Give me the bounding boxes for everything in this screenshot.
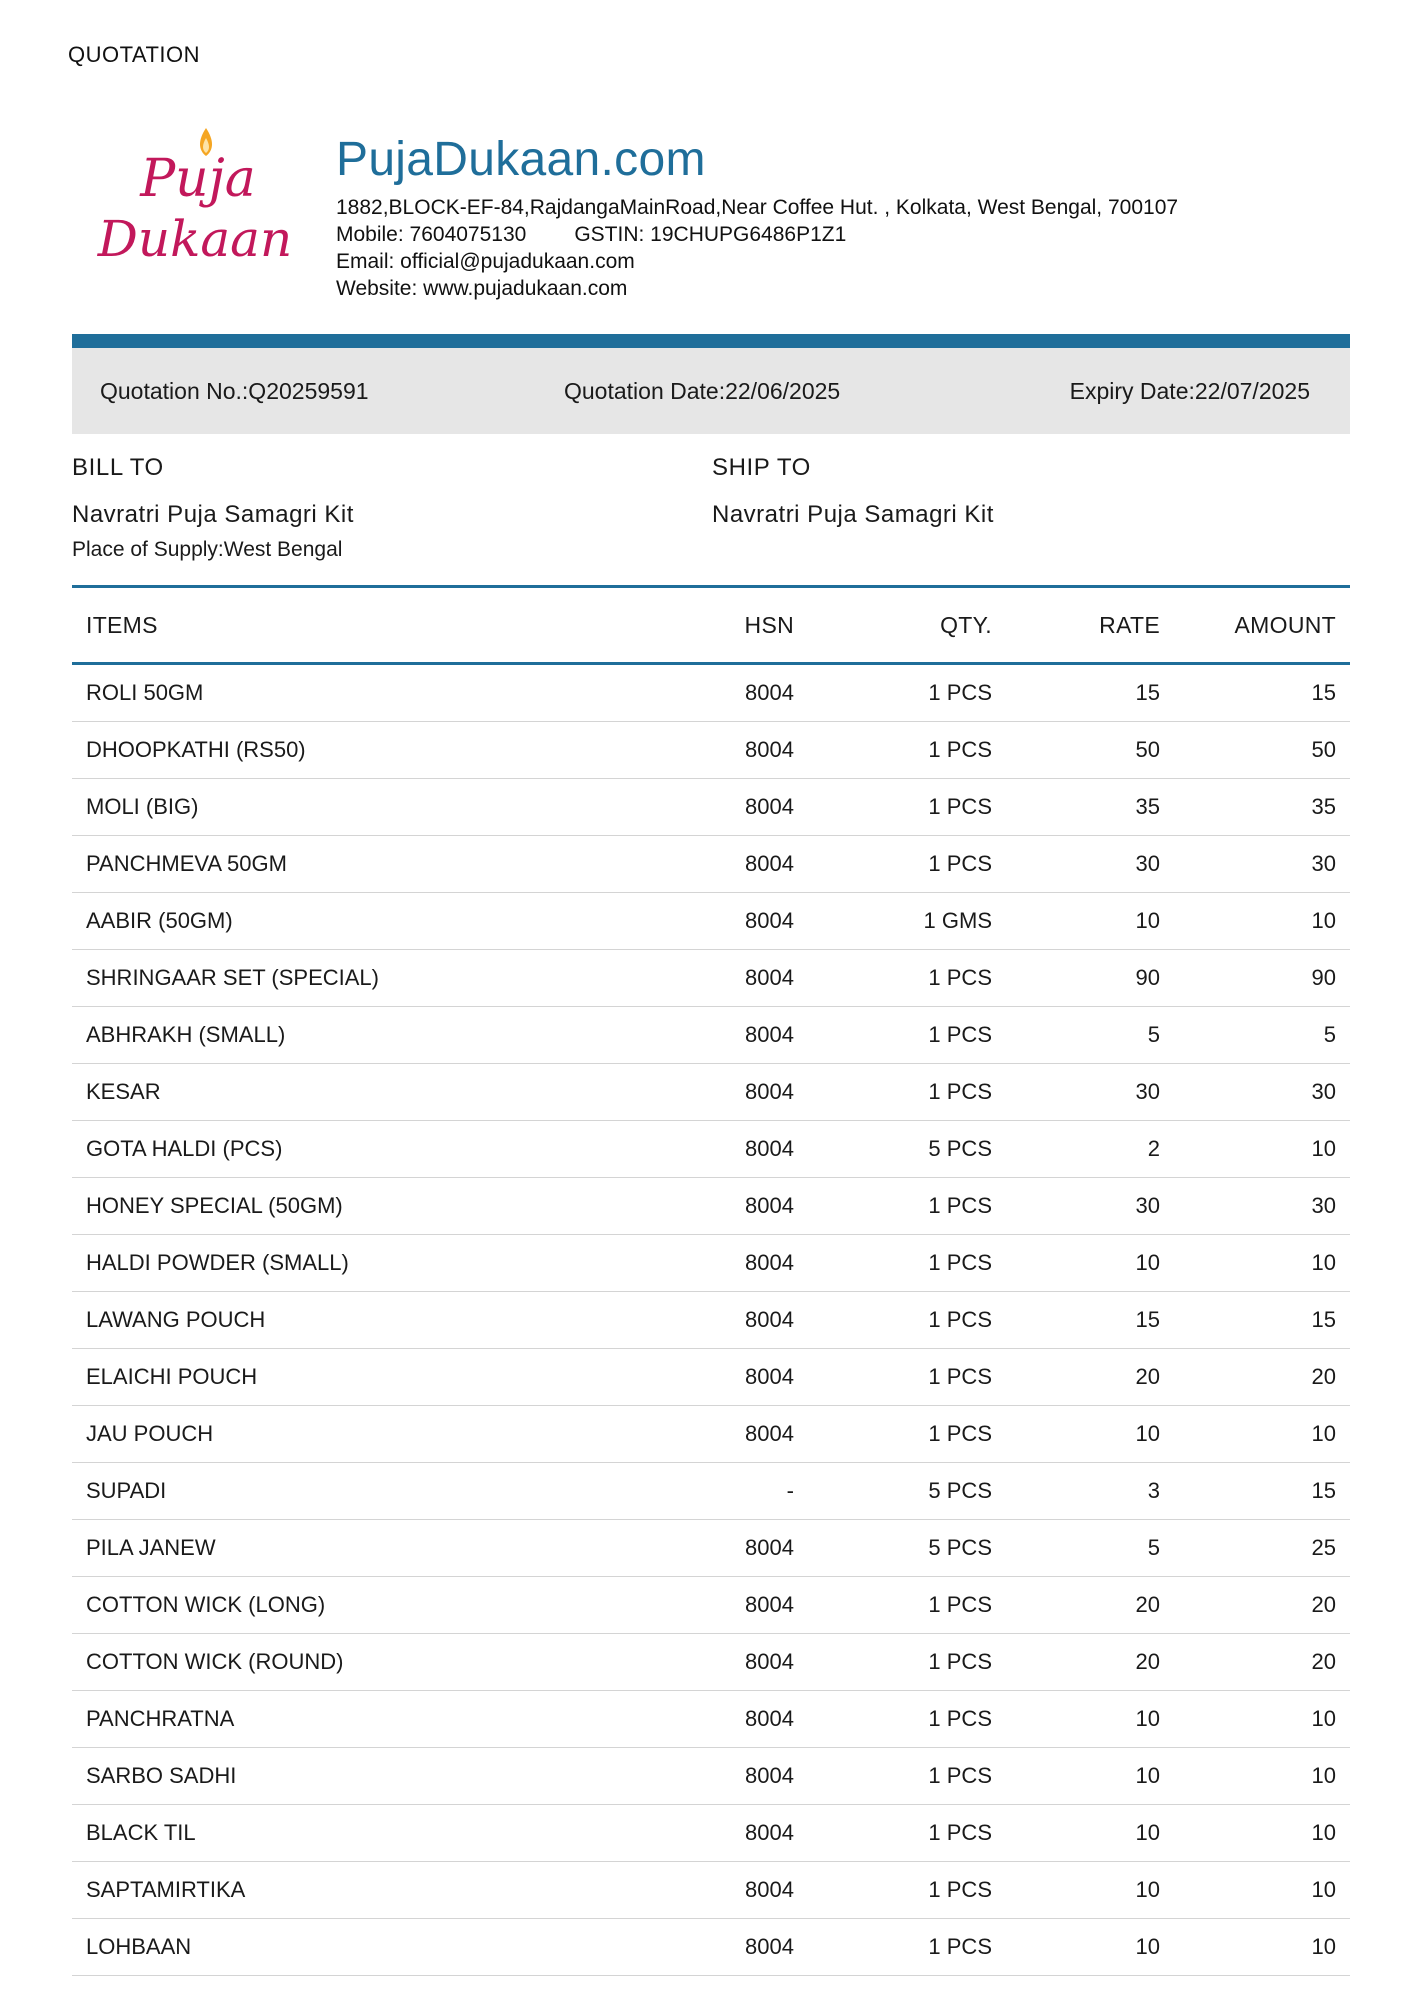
item-rate-cell: 2	[1006, 1121, 1174, 1178]
item-qty-cell: 1 PCS	[808, 1805, 1006, 1862]
item-hsn-cell: 8004	[660, 1406, 808, 1463]
item-name-cell: PANCHMEVA 50GM	[72, 836, 660, 893]
company-gstin: GSTIN: 19CHUPG6486P1Z1	[574, 223, 847, 246]
company-logo	[90, 118, 300, 268]
item-name-cell: JAU POUCH	[72, 1406, 660, 1463]
item-amount-cell: 25	[1174, 1520, 1350, 1577]
column-header-qty: QTY.	[808, 587, 1006, 664]
table-row	[72, 1178, 1350, 1235]
item-hsn-cell: 8004	[660, 1520, 808, 1577]
item-qty-cell: 1 PCS	[808, 1748, 1006, 1805]
logo-line-1: Puja	[140, 149, 256, 209]
item-qty-cell: 1 PCS	[808, 779, 1006, 836]
item-rate-cell: 5	[1006, 1520, 1174, 1577]
quotation-meta-band	[72, 348, 1350, 434]
company-mobile: Mobile: 7604075130	[336, 223, 527, 246]
ship-to-section	[712, 454, 1312, 536]
quotation-date: Quotation Date:22/06/2025	[564, 378, 841, 404]
table-row	[72, 1634, 1350, 1691]
table-row	[72, 1919, 1350, 1976]
item-amount-cell: 35	[1174, 779, 1350, 836]
table-row	[72, 1064, 1350, 1121]
table-row	[72, 893, 1350, 950]
item-qty-cell: 5 PCS	[808, 1121, 1006, 1178]
item-amount-cell: 10	[1174, 1919, 1350, 1976]
item-hsn-cell: 8004	[660, 1577, 808, 1634]
item-qty-cell: 5 PCS	[808, 1520, 1006, 1577]
table-row	[72, 1691, 1350, 1748]
item-qty-cell: 1 PCS	[808, 1178, 1006, 1235]
item-qty-cell: 1 PCS	[808, 664, 1006, 722]
item-hsn-cell: 8004	[660, 893, 808, 950]
item-name-cell: ABHRAKH (SMALL)	[72, 1007, 660, 1064]
item-rate-cell: 10	[1006, 1406, 1174, 1463]
table-row	[72, 1007, 1350, 1064]
table-row	[72, 1748, 1350, 1805]
bill-to-heading: BILL TO	[72, 454, 164, 481]
item-name-cell: HALDI POWDER (SMALL)	[72, 1235, 660, 1292]
item-qty-cell: 1 PCS	[808, 1634, 1006, 1691]
item-qty-cell: 1 PCS	[808, 1691, 1006, 1748]
item-hsn-cell: 8004	[660, 1007, 808, 1064]
item-name-cell: GOTA HALDI (PCS)	[72, 1121, 660, 1178]
item-amount-cell: 30	[1174, 1064, 1350, 1121]
item-qty-cell: 1 PCS	[808, 1292, 1006, 1349]
quotation-number: Quotation No.:Q20259591	[100, 378, 369, 404]
item-name-cell: BLACK TIL	[72, 1805, 660, 1862]
item-hsn-cell: 8004	[660, 950, 808, 1007]
company-name: PujaDukaan.com	[336, 133, 706, 186]
table-row	[72, 1577, 1350, 1634]
item-amount-cell: 10	[1174, 1121, 1350, 1178]
table-row	[72, 950, 1350, 1007]
item-name-cell: ROLI 50GM	[72, 664, 660, 722]
item-amount-cell: 10	[1174, 1805, 1350, 1862]
item-amount-cell: 20	[1174, 1349, 1350, 1406]
item-rate-cell: 10	[1006, 1748, 1174, 1805]
item-amount-cell: 20	[1174, 1634, 1350, 1691]
item-qty-cell: 5 PCS	[808, 1463, 1006, 1520]
company-email: Email: official@pujadukaan.com	[336, 250, 635, 273]
item-hsn-cell: 8004	[660, 836, 808, 893]
table-row	[72, 1463, 1350, 1520]
item-amount-cell: 10	[1174, 893, 1350, 950]
item-hsn-cell: 8004	[660, 1748, 808, 1805]
item-amount-cell: 30	[1174, 1178, 1350, 1235]
item-qty-cell: 1 PCS	[808, 1064, 1006, 1121]
bill-to-section	[72, 454, 672, 564]
table-row	[72, 664, 1350, 722]
table-row	[72, 1292, 1350, 1349]
item-qty-cell: 1 PCS	[808, 1406, 1006, 1463]
item-rate-cell: 10	[1006, 1919, 1174, 1976]
item-rate-cell: 20	[1006, 1634, 1174, 1691]
item-rate-cell: 50	[1006, 722, 1174, 779]
item-hsn-cell: 8004	[660, 664, 808, 722]
company-website: Website: www.pujadukaan.com	[336, 277, 628, 300]
item-qty-cell: 1 PCS	[808, 1007, 1006, 1064]
item-hsn-cell: -	[660, 1463, 808, 1520]
item-hsn-cell: 8004	[660, 722, 808, 779]
table-header-row	[72, 587, 1350, 664]
item-amount-cell: 15	[1174, 1463, 1350, 1520]
item-name-cell: COTTON WICK (LONG)	[72, 1577, 660, 1634]
item-amount-cell: 15	[1174, 664, 1350, 722]
table-row	[72, 1862, 1350, 1919]
item-hsn-cell: 8004	[660, 1691, 808, 1748]
item-amount-cell: 15	[1174, 1292, 1350, 1349]
item-qty-cell: 1 PCS	[808, 1919, 1006, 1976]
item-rate-cell: 3	[1006, 1463, 1174, 1520]
item-qty-cell: 1 PCS	[808, 1349, 1006, 1406]
item-hsn-cell: 8004	[660, 1919, 808, 1976]
item-amount-cell: 10	[1174, 1748, 1350, 1805]
item-name-cell: HONEY SPECIAL (50GM)	[72, 1178, 660, 1235]
item-name-cell: COTTON WICK (ROUND)	[72, 1634, 660, 1691]
document-type-label: QUOTATION	[68, 42, 201, 67]
item-rate-cell: 30	[1006, 1064, 1174, 1121]
item-qty-cell: 1 GMS	[808, 893, 1006, 950]
item-rate-cell: 10	[1006, 1862, 1174, 1919]
item-name-cell: AABIR (50GM)	[72, 893, 660, 950]
item-qty-cell: 1 PCS	[808, 950, 1006, 1007]
item-qty-cell: 1 PCS	[808, 1577, 1006, 1634]
table-row	[72, 836, 1350, 893]
company-contact-row	[336, 221, 1178, 248]
item-name-cell: PILA JANEW	[72, 1520, 660, 1577]
table-row	[72, 722, 1350, 779]
item-name-cell: LOHBAAN	[72, 1919, 660, 1976]
item-rate-cell: 35	[1006, 779, 1174, 836]
item-amount-cell: 30	[1174, 836, 1350, 893]
item-amount-cell: 10	[1174, 1235, 1350, 1292]
item-amount-cell: 10	[1174, 1406, 1350, 1463]
ship-to-name: Navratri Puja Samagri Kit	[712, 501, 994, 528]
company-details	[336, 132, 1178, 302]
table-row	[72, 1121, 1350, 1178]
expiry-date: Expiry Date:22/07/2025	[1069, 378, 1310, 404]
item-name-cell: SHRINGAAR SET (SPECIAL)	[72, 950, 660, 1007]
column-header-hsn: HSN	[660, 587, 808, 664]
item-name-cell: KESAR	[72, 1064, 660, 1121]
table-row	[72, 1805, 1350, 1862]
puja-dukaan-logo	[90, 118, 300, 268]
item-hsn-cell: 8004	[660, 1634, 808, 1691]
item-rate-cell: 30	[1006, 1178, 1174, 1235]
item-name-cell: SAPTAMIRTIKA	[72, 1862, 660, 1919]
company-address: 1882,BLOCK-EF-84,RajdangaMainRoad,Near Coffee Hut. , Kolkata, West Bengal, 700107	[336, 196, 1179, 219]
bill-to-name: Navratri Puja Samagri Kit	[72, 501, 354, 528]
item-name-cell: LAWANG POUCH	[72, 1292, 660, 1349]
item-amount-cell: 90	[1174, 950, 1350, 1007]
item-name-cell: SUPADI	[72, 1463, 660, 1520]
table-row	[72, 1406, 1350, 1463]
column-header-items: ITEMS	[72, 587, 660, 664]
item-hsn-cell: 8004	[660, 1064, 808, 1121]
item-rate-cell: 5	[1006, 1007, 1174, 1064]
column-header-amount: AMOUNT	[1174, 587, 1350, 664]
item-qty-cell: 1 PCS	[808, 1862, 1006, 1919]
item-amount-cell: 20	[1174, 1577, 1350, 1634]
table-row	[72, 1235, 1350, 1292]
item-name-cell: ELAICHI POUCH	[72, 1349, 660, 1406]
item-rate-cell: 10	[1006, 1235, 1174, 1292]
item-name-cell: SARBO SADHI	[72, 1748, 660, 1805]
item-rate-cell: 10	[1006, 1805, 1174, 1862]
column-header-rate: RATE	[1006, 587, 1174, 664]
item-qty-cell: 1 PCS	[808, 1235, 1006, 1292]
item-hsn-cell: 8004	[660, 1805, 808, 1862]
table-row	[72, 1520, 1350, 1577]
ship-to-heading: SHIP TO	[712, 454, 811, 481]
item-rate-cell: 10	[1006, 893, 1174, 950]
item-amount-cell: 10	[1174, 1862, 1350, 1919]
item-qty-cell: 1 PCS	[808, 722, 1006, 779]
item-hsn-cell: 8004	[660, 779, 808, 836]
item-qty-cell: 1 PCS	[808, 836, 1006, 893]
item-amount-cell: 10	[1174, 1691, 1350, 1748]
item-rate-cell: 20	[1006, 1577, 1174, 1634]
item-name-cell: PANCHRATNA	[72, 1691, 660, 1748]
header-divider-bar	[72, 334, 1350, 348]
item-rate-cell: 15	[1006, 1292, 1174, 1349]
item-hsn-cell: 8004	[660, 1349, 808, 1406]
items-table	[72, 585, 1350, 1976]
item-rate-cell: 10	[1006, 1691, 1174, 1748]
item-name-cell: DHOOPKATHI (RS50)	[72, 722, 660, 779]
item-rate-cell: 30	[1006, 836, 1174, 893]
item-hsn-cell: 8004	[660, 1178, 808, 1235]
items-table-body	[72, 664, 1350, 1976]
table-row	[72, 1349, 1350, 1406]
item-hsn-cell: 8004	[660, 1235, 808, 1292]
item-rate-cell: 90	[1006, 950, 1174, 1007]
table-row	[72, 779, 1350, 836]
logo-line-2: Dukaan	[97, 210, 293, 268]
item-hsn-cell: 8004	[660, 1862, 808, 1919]
item-hsn-cell: 8004	[660, 1121, 808, 1178]
item-rate-cell: 15	[1006, 664, 1174, 722]
item-amount-cell: 5	[1174, 1007, 1350, 1064]
item-rate-cell: 20	[1006, 1349, 1174, 1406]
item-hsn-cell: 8004	[660, 1292, 808, 1349]
item-name-cell: MOLI (BIG)	[72, 779, 660, 836]
item-amount-cell: 50	[1174, 722, 1350, 779]
place-of-supply: Place of Supply:West Bengal	[72, 538, 343, 561]
